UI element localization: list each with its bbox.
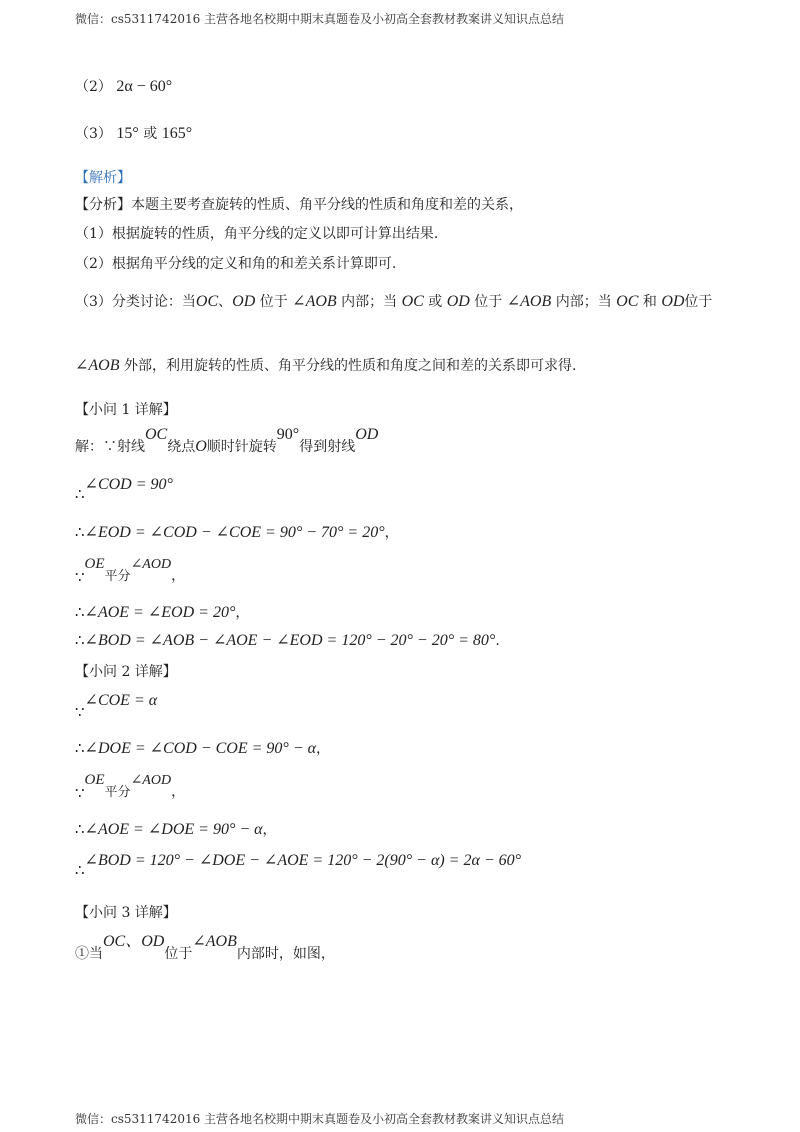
answer-3-expression-2: 165° [161,125,193,142]
p3-text-f: 位于 [684,294,713,310]
therefore-symbol: ∴ [75,820,85,838]
therefore-symbol: ∴ [75,485,85,503]
because-symbol: ∵ [75,784,85,802]
answer-3-or: 或 [143,126,158,142]
q2-title: 【小问 2 详解】 [75,664,177,680]
q3-l1-oc-od: OC、OD [103,933,165,950]
p3-aob: ∠AOB [292,293,337,310]
therefore-symbol: ∴ [75,631,85,649]
q1-l1-text-c: 顺时针旋转 [206,439,277,455]
because-symbol: ∵ [75,703,85,721]
q1-l5-end: ， [235,605,250,621]
p3-text-c: 内部；当 [341,294,398,310]
q1-l4-mid: 平分 [104,569,131,584]
therefore-symbol: ∴ [75,603,85,621]
answer-3-expression-1: 15° [116,125,139,142]
q1-l1-o: O [195,438,207,455]
analysis-point-3-cont [75,355,576,375]
answer-2-expression: 2α − 60° [116,78,173,95]
p3-od: OD [232,293,256,310]
p3-oc-2: OC [401,293,424,310]
q1-l1-od: OD [355,426,379,443]
q3-l1-text-a: ①当 [75,946,103,962]
q3-title: 【小问 3 详解】 [75,905,177,921]
q1-l1-text-a: 解：∵射线 [75,439,145,455]
q2-l3-mid: 平分 [104,785,131,800]
q1-l5-expr: ∠AOE = ∠EOD = 20° [84,604,236,621]
p3-and: 和 [642,294,657,310]
answer-2 [75,76,172,96]
because-symbol: ∵ [75,568,85,586]
q1-title: 【小问 1 详解】 [75,402,177,418]
analysis-point-1: （1）根据旋转的性质，角平分线的定义以即可计算出结果. [75,226,439,242]
q2-line-5 [75,850,522,879]
q1-line-2 [75,474,173,503]
analysis-tag: 【解析】 [75,170,131,186]
p3-od-2: OD [446,293,470,310]
answer-3-number: （3） [75,126,112,142]
q1-line-4 [75,553,185,587]
p3-oc: OC [195,293,219,310]
p3-text-e: 内部；当 [555,294,612,310]
q2-line-4 [75,819,277,839]
p3g-aob: ∠AOB [75,357,120,374]
q1-line-6 [75,630,500,650]
q1-l1-text-b: 绕点 [167,439,196,455]
q2-l2-expr: ∠DOE = ∠COD − COE = 90° − α [84,740,317,757]
q1-l4-aod: ∠AOD [130,557,172,572]
page-header: 微信：cs5311742016 主营各地名校期中期末真题卷及小初高全套教材教案讲义知识点总结 [75,12,565,26]
q1-l1-oc: OC [145,426,168,443]
p3-sep: 、 [218,294,233,310]
q3-l1-text-c: 内部时，如图， [236,946,335,962]
therefore-symbol: ∴ [75,861,85,879]
analysis-point-3 [75,291,712,311]
q2-l3-oe: OE [84,772,105,788]
p3g-text: 外部，利用旋转的性质、角平分线的性质和角度之间和差的关系即可求得. [123,358,577,374]
q2-line-2 [75,738,330,758]
q2-l4-expr: ∠AOE = ∠DOE = 90° − α [84,821,263,838]
page-footer: 微信：cs5311742016 主营各地名校期中期末真题卷及小初高全套教材教案讲义知识点总结 [75,1112,565,1126]
q1-l3-end: ， [384,525,399,541]
p3-text-d: 位于 [474,294,503,310]
q1-l2-expr: ∠COD = 90° [84,476,173,493]
analysis-point-2: （2）根据角平分线的定义和角的和差关系计算即可. [75,256,397,272]
q1-line-1 [75,424,378,458]
analysis-fenxi: 【分析】本题主要考查旋转的性质、角平分线的性质和角度和差的关系， [75,197,523,213]
q1-l1-text-d: 得到射线 [299,439,356,455]
q1-l6-expr: ∠BOD = ∠AOB − ∠AOE − ∠EOD = 120° − 20° − 20° = 80° [84,632,496,649]
q2-line-3 [75,769,185,803]
p3-or: 或 [428,294,443,310]
q1-l4-oe: OE [84,556,105,572]
therefore-symbol: ∴ [75,739,85,757]
therefore-symbol: ∴ [75,523,85,541]
q2-l5-expr: ∠BOD = 120° − ∠DOE − ∠AOE = 120° − 2(90° − α) = 2α − 60° [84,852,522,869]
q2-l3-aod: ∠AOD [130,773,172,788]
q2-l3-end: ， [171,784,186,800]
q1-line-3 [75,522,399,542]
p3-aob-2: ∠AOB [506,293,552,310]
q3-line-1 [75,928,335,962]
answer-2-number: （2） [75,79,112,95]
q2-line-1 [75,690,158,721]
p3-text-a: （3）分类讨论：当 [75,294,196,310]
p3-oc-3: OC [616,293,639,310]
p3-text-b: 位于 [259,294,288,310]
q2-l1-expr: ∠COE = α [84,692,158,709]
p3-od-3: OD [661,293,685,310]
q1-line-5 [75,602,249,622]
q2-l2-end: ， [316,741,331,757]
q1-l6-end: . [495,633,500,649]
q1-l3-expr: ∠EOD = ∠COD − ∠COE = 90° − 70° = 20° [84,524,385,541]
q1-l1-90: 90° [276,426,300,443]
q3-l1-aob: ∠AOB [192,933,237,950]
q1-l4-end: ， [171,568,186,584]
answer-3 [75,123,192,143]
q3-l1-text-b: 位于 [164,946,193,962]
q2-l4-end: ， [262,822,277,838]
